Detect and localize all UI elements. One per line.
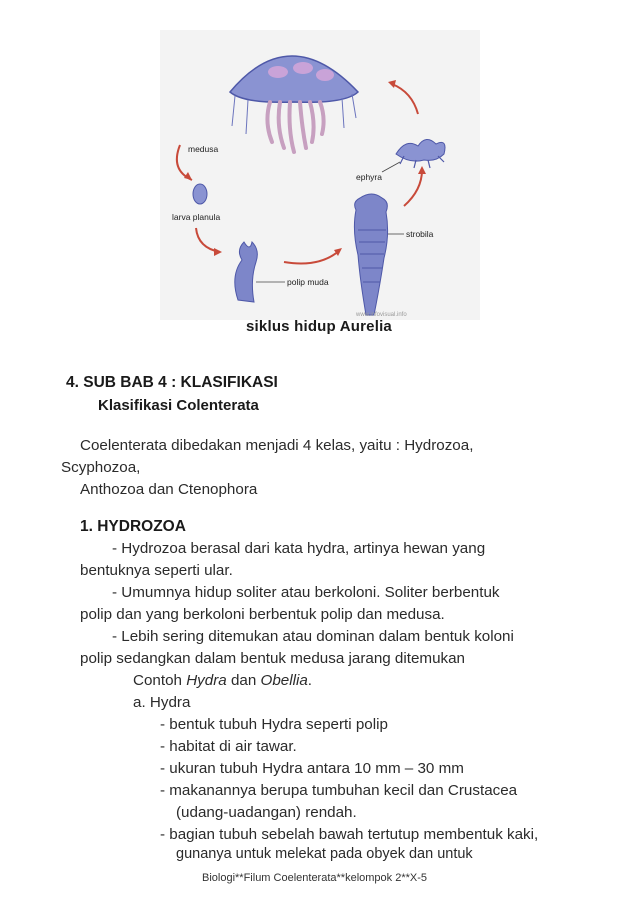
label-larva-planula: larva planula <box>172 212 221 222</box>
hydra-item-1: - bentuk tubuh Hydra seperti polip <box>160 716 388 733</box>
example-hydra: Hydra <box>186 672 227 689</box>
intro-line-2: Scyphozoa, <box>61 459 141 476</box>
hydra-item-3: - ukuran tubuh Hydra antara 10 mm – 30 mm <box>160 760 464 777</box>
hydra-item-5-cont: gunanya untuk melekat pada obyek dan untuk <box>176 846 473 862</box>
medusa-bell <box>230 56 358 102</box>
bullet-1-line-2: bentuknya seperti ular. <box>80 562 233 579</box>
polip-muda <box>235 242 258 302</box>
bullet-3-line-2: polip sedangkan dalam bentuk medusa jarang ditemukan <box>80 650 466 667</box>
watermark: www.infovisual.info <box>356 312 407 318</box>
hydra-item-2: - habitat di air tawar. <box>160 738 297 755</box>
figure-caption: siklus hidup Aurelia <box>246 318 392 335</box>
hydrozoa-heading: 1. HYDROZOA <box>80 518 186 535</box>
bullet-3-line-1: - Lebih sering ditemukan atau dominan dalam bentuk koloni <box>112 628 514 645</box>
label-medusa: medusa <box>188 144 219 154</box>
hydra-item-4: - makanannya berupa tumbuhan kecil dan Crustacea <box>160 782 518 799</box>
example-and: dan <box>226 672 261 689</box>
example-line <box>133 672 312 689</box>
bullet-2-line-2: polip dan yang berkoloni berbentuk polip dan medusa. <box>80 606 445 623</box>
medusa-tentacles <box>267 102 323 152</box>
example-prefix: Contoh <box>133 672 187 689</box>
label-strobila: strobila <box>406 229 434 239</box>
aurelia-life-cycle-figure <box>160 30 480 320</box>
bullet-1-line-1: - Hydrozoa berasal dari kata hydra, artinya hewan yang <box>112 540 486 557</box>
example-end: . <box>307 672 313 689</box>
section-subheading: Klasifikasi Colenterata <box>98 397 259 414</box>
intro-line-3: Anthozoa dan Ctenophora <box>80 481 258 498</box>
intro-line-1: Coelenterata dibedakan menjadi 4 kelas, yaitu : Hydrozoa, <box>80 437 474 454</box>
hydra-item-5: - bagian tubuh sebelah bawah tertutup membentuk kaki, <box>160 826 539 843</box>
section-heading: 4. SUB BAB 4 : KLASIFIKASI <box>66 374 278 391</box>
page-footer: Biologi**Filum Coelenterata**kelompok 2**X-5 <box>202 872 428 884</box>
life-cycle-diagram <box>160 30 480 320</box>
example-obellia: Obellia <box>260 672 308 689</box>
subsection-a: a. Hydra <box>133 694 191 711</box>
bullet-2-line-1: - Umumnya hidup soliter atau berkoloni. Soliter berbentuk <box>112 584 500 601</box>
hydra-item-4-cont: (udang-uadangan) rendah. <box>176 804 357 821</box>
label-polip-muda: polip muda <box>287 277 329 287</box>
label-ephyra: ephyra <box>356 172 382 182</box>
larva-planula <box>193 184 207 204</box>
